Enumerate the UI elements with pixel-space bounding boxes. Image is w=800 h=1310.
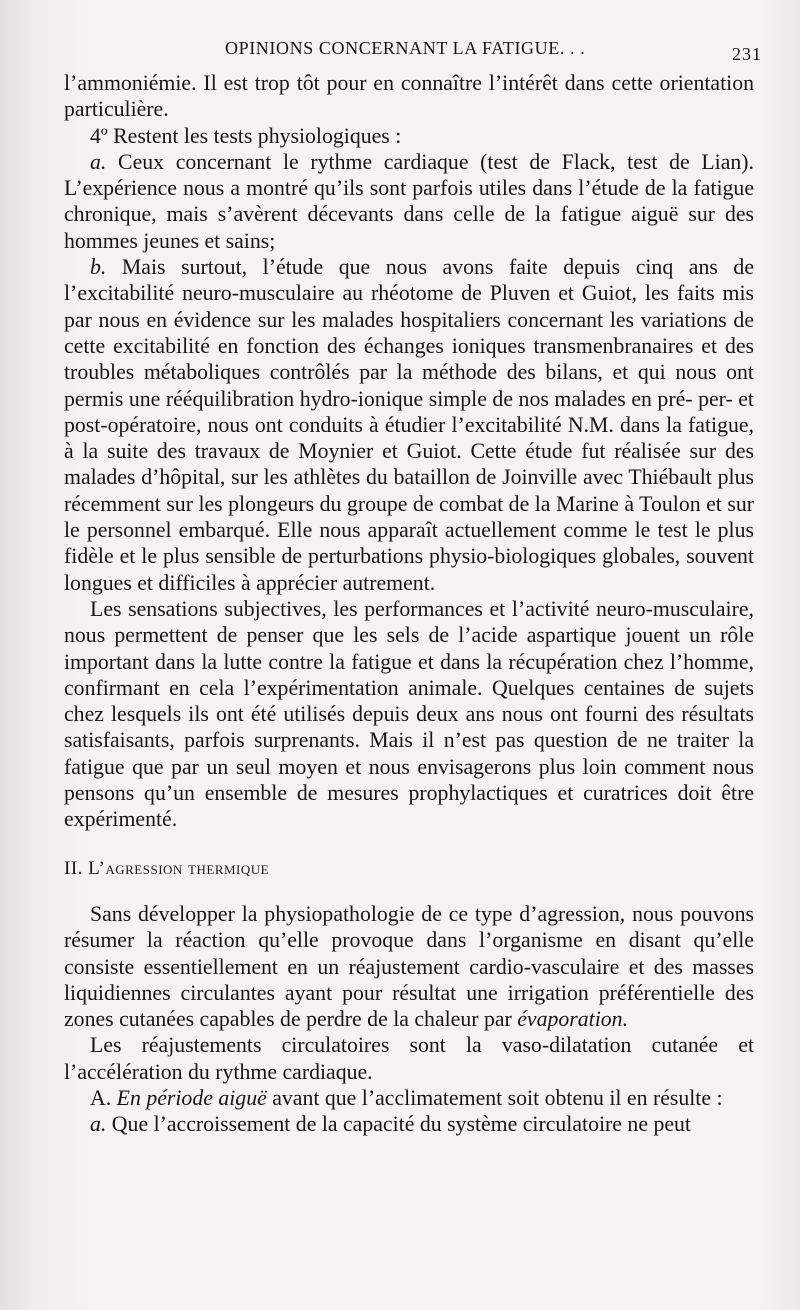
page-number: 231 [732,44,762,64]
paragraph-accroissement [64,1111,754,1137]
paragraph-ammoniemie: l’ammoniémie. Il est trop tôt pour en connaître l’intérêt dans cette orientation particulière. [64,71,754,122]
item-label-A: A. [90,1085,112,1110]
paragraph-sensations: Les sensations subjectives, les performances et l’activité neuro-musculaire, nous permettent de penser que les sels de l’acide aspartique jouent un rôle important dans la lutte contre la fatigue et dans la récupération chez l’homme, confirmant en cela l’expérimentation animale. Quelques centaines de sujets chez lesquels ils ont été utilisés depuis deux ans nous ont fourni des résultats satisfaisants, parfois surprenants. Mais il n’est pas question de ne traiter la fatigue que par un seul moyen et nous envisagerons plus loin comment nous pensons qu’un ensemble de mesures prophylactiques et curatrices doit être expérimenté. [64,596,754,832]
paragraph-text: Ceux concernant le rythme cardiaque (test de Flack, test de Lian). L’expérience nous a montré qu’ils sont parfois utiles dans l’étude de la fatigue chronique, mais s’avèrent décevants dans celle de la fatigue aiguë sur des hommes jeunes et sains; [64,149,754,253]
paragraph-periode-aigue [64,1085,754,1111]
item-label-b: b. [90,255,107,280]
italic-periode-aigue: En période aiguë [116,1085,267,1110]
paragraph-text: Sans développer la physiopathologie de ce type d’agression, nous pouvons résumer la réaction qu’elle provoque dans l’organisme en disant qu’elle consiste essentiellement en un réajustement cardio-vasculaire et des masses liquidiennes circulantes ayant pour résultat une irrigation préférentielle des zones cutanées capables de perdre de la chaleur par [64,901,754,1032]
section-title: L’agression thermique [88,857,270,879]
running-head: OPINIONS CONCERNANT LA FATIGUE. . . [225,38,586,58]
section-heading [64,856,754,882]
paragraph-tests-physiologiques: 4º Restent les tests physiologiques : [90,123,402,148]
italic-evaporation: évaporation. [517,1007,629,1032]
paragraph-excitabilite [64,254,754,596]
page-body [64,70,754,1138]
item-label-a: a. [90,149,107,174]
page-header [60,32,772,72]
item-label-a: a. [90,1112,107,1137]
section-number: II. [64,857,83,879]
paragraph-text: Que l’accroissement de la capacité du système circulatoire ne peut [106,1112,691,1137]
paragraph-text: Mais surtout, l’étude que nous avons faite depuis cinq ans de l’excitabilité neuro-musculaire au rhéotome de Pluven et Guiot, les faits mis par nous en évidence sur les malades hospitaliers concernant les variations de cette excitabilité en fonction des échanges ioniques transmenbranaires et des troubles métaboliques contrôlés par la méthode des bilans, et qui nous ont permis une rééquilibration hydro-ionique simple de nos malades en pré- per- et post-opératoire, nous ont conduits à étudier l’excitabilité N.M. dans la fatigue, à la suite des travaux de Moynier et Guiot. Cette étude fut réalisée sur des malades d’hôpital, sur les athlètes du bataillon de Joinville avec Thiébault plus récemment sur les plongeurs du groupe de combat de la Marine à Toulon et sur le personnel embarqué. Elle nous apparaît actuellement comme le test le plus fidèle et le plus sensible de perturbations physio-biologiques globales, souvent longues et difficiles à apprécier autrement. [64,255,754,595]
paragraph-reajustements: Les réajustements circulatoires sont la vaso-dilatation cutanée et l’accélération du rythme cardiaque. [64,1033,754,1084]
paragraph-rythme-cardiaque [64,149,754,254]
paragraph-physiopathologie [64,901,754,1032]
paragraph-text: avant que l’acclimatement soit obtenu il en résulte : [266,1085,723,1110]
